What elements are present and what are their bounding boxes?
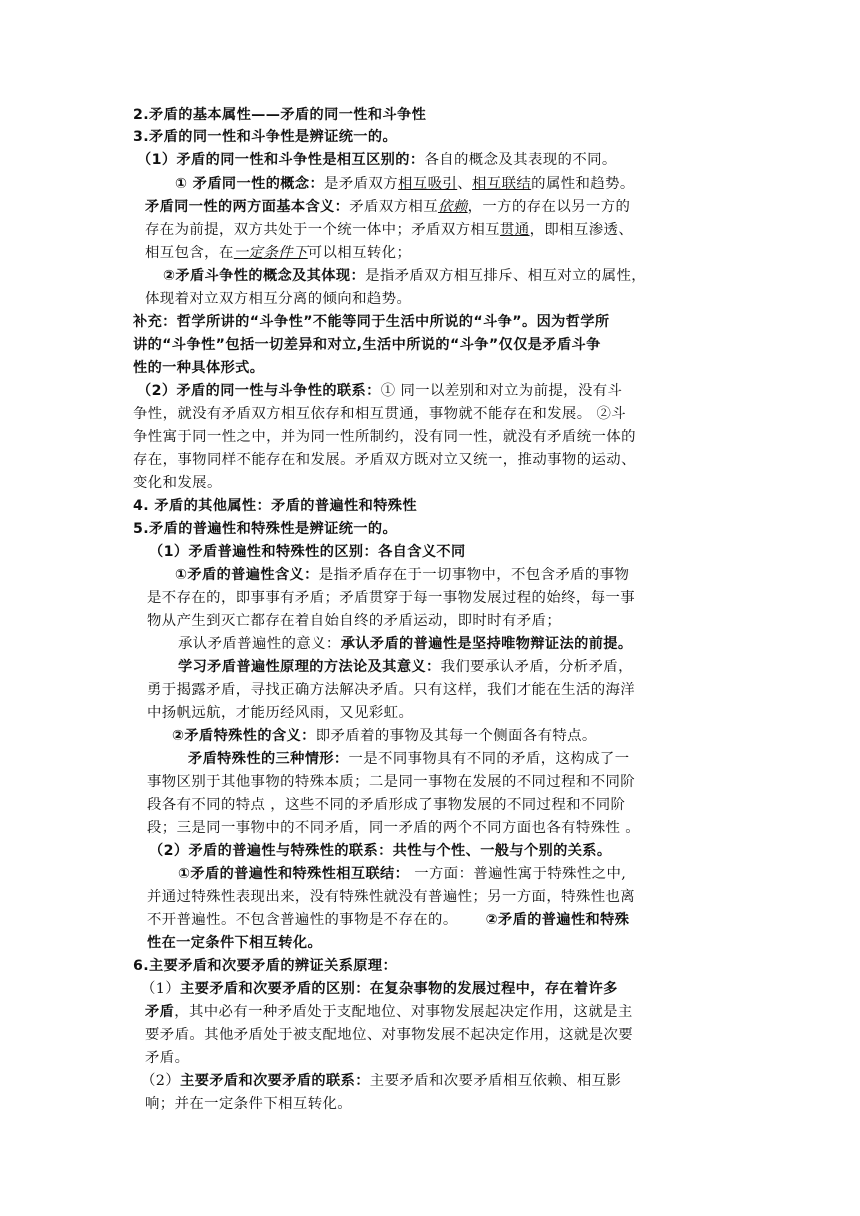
para-5-1d-bold: ②矛盾特殊性的含义：: [172, 728, 316, 744]
para-1b3-u1: 一定条件下: [233, 245, 308, 261]
para-1a-sep: 、: [457, 176, 472, 192]
para-1b-t1: 矛盾双方相互: [349, 199, 438, 215]
para-1b3-t2: 可以相互转化；: [307, 245, 412, 261]
para-5-1a-bold: ①矛盾的普遍性含义：: [175, 567, 319, 583]
para-5-1c-bold: 学习矛盾普遍性原理的方法论及其意义：: [178, 659, 441, 675]
para-1b-u1: 依赖: [437, 199, 468, 215]
supplement-line-2: 讲的“斗争性”包括一切差异和对立,生活中所说的“斗争”仅仅是矛盾斗争: [133, 337, 601, 353]
para-1a-t2: 的属性和趋势。: [531, 176, 635, 192]
heading-2: 2.矛盾的基本属性——矛盾的同一性和斗争性: [133, 107, 427, 123]
para-6-1-t1: （1）: [141, 981, 181, 997]
para-1c-line2: 体现着对立双方相互分离的倾向和趋势。: [145, 291, 412, 307]
para-6-1-line2-bold: 矛盾: [145, 1004, 175, 1020]
para-5-1e-bold: 矛盾特殊性的三种情形：: [188, 751, 349, 767]
para-5-1a-line3: 物从产生到灭亡都存在着自始自终的矛盾运动，即时时有矛盾；: [147, 613, 562, 629]
para-1b-line2: [145, 219, 633, 241]
para-1a-u2: 相互联结: [471, 176, 532, 192]
para-6-2-line2: 响；并在一定条件下相互转化。: [145, 1096, 353, 1112]
para-5-2a-line3-t1: 不开普遍性。不包含普遍性的事物是不存在的。: [147, 912, 458, 928]
para-5-2a: [178, 863, 626, 885]
para-5-1c: [178, 656, 633, 678]
para-5-1e: [188, 748, 630, 770]
supplement-line-3: 性的一种具体形式。: [133, 360, 265, 376]
para-5-2a-line3: [147, 909, 629, 931]
para-1a: [175, 173, 635, 195]
para-1-bold: （1）矛盾的同一性和斗争性是相互区别的：: [137, 152, 425, 168]
para-5-1b-t1: 承认矛盾普遍性的意义：: [178, 636, 341, 652]
para-5-1a-rest: 是指矛盾存在于一切事物中，不包含矛盾的事物: [318, 567, 630, 583]
para-5-1d: [172, 725, 597, 747]
para-5-1c-line2: 勇于揭露矛盾，寻找正确方法解决矛盾。只有这样，我们才能在生活的海洋: [147, 682, 636, 698]
para-1b2-u1: 贯通: [499, 222, 530, 238]
para-5-2a-rest: 一方面：普遍性寓于特殊性之中,: [409, 866, 627, 882]
para-1c-bold: ②矛盾斗争性的概念及其体现：: [163, 268, 366, 284]
para-5-2a-bold: ①矛盾的普遍性和特殊性相互联结：: [178, 866, 410, 882]
para-1: [137, 149, 617, 171]
para-5-1a-line2: 是不存在的，即事事有矛盾；矛盾贯穿于每一事物发展过程的始终，每一事: [147, 590, 636, 606]
para-2: [137, 380, 622, 402]
para-2-bold: （2）矛盾的同一性与斗争性的联系：: [137, 383, 381, 399]
para-6-1-line4: 矛盾。: [145, 1050, 190, 1066]
para-1b3-t1: 相互包含，在: [145, 245, 234, 261]
para-1a-t1: 是矛盾双方: [324, 176, 399, 192]
para-6-2-t1: （2）: [141, 1073, 181, 1089]
para-5-1e-line3: 段各有不同的特点 ，这些不同的矛盾形成了事物发展的不同过程和不同阶: [147, 797, 626, 813]
para-5-1d-rest: 即矛盾着的事物及其每一个侧面各有特点。: [315, 728, 597, 744]
para-2-rest: ① 同一以差别和对立为前提，没有斗: [380, 383, 623, 399]
para-1c: [163, 265, 646, 287]
para-1b-bold: 矛盾同一性的两方面基本含义：: [145, 199, 350, 215]
para-1b2-t2: ，即相互渗透、: [529, 222, 634, 238]
para-5-1c-rest: 我们要承认矛盾，分析矛盾，: [440, 659, 633, 675]
para-5-2a-line2: 并通过特殊性表现出来，没有特殊性就没有普遍性；另一方面，特殊性也离: [147, 889, 636, 905]
heading-4: 4. 矛盾的其他属性：矛盾的普遍性和特殊性: [133, 498, 417, 514]
para-6-2: [141, 1070, 621, 1092]
para-6-2-rest: 主要矛盾和次要矛盾相互依赖、相互影: [369, 1073, 622, 1089]
para-5-2a-line4: 性在一定条件下相互转化。: [147, 935, 323, 951]
para-6-2-bold: 主要矛盾和次要矛盾的联系：: [180, 1073, 370, 1089]
para-5-1b: [178, 633, 632, 655]
para-5-2a-line3-bold: ②矛盾的普遍性和特殊: [485, 912, 630, 928]
para-2-line5: 变化和发展。: [133, 475, 222, 491]
supplement-line-1: 补充：哲学所讲的“斗争性”不能等同于生活中所说的“斗争”。因为哲学所: [133, 314, 610, 330]
para-1b2-t1: 存在为前提，双方共处于一个统一体中；矛盾双方相互: [145, 222, 500, 238]
para-1b-t2: ，一方的存在以另一方的: [467, 199, 631, 215]
para-6-1-line3: 要矛盾。其他矛盾处于被支配地位、对事物发展不起决定作用，这就是次要: [145, 1027, 634, 1043]
para-5-1: （1）矛盾普遍性和特殊性的区别：各自含义不同: [149, 544, 466, 560]
para-1-rest: 各自的概念及其表现的不同。: [424, 152, 617, 168]
para-6-1-line2: [145, 1001, 633, 1023]
para-2-line3: 争性寓于同一性之中，并为同一性所制约，没有同一性，就没有矛盾统一体的: [133, 429, 636, 445]
heading-3: 3.矛盾的同一性和斗争性是辨证统一的。: [133, 129, 398, 145]
para-6-1-bold: 主要矛盾和次要矛盾的区别：在复杂事物的发展过程中，存在着许多: [180, 981, 618, 997]
para-1b-line3: [145, 242, 411, 264]
para-1b: [145, 196, 630, 218]
para-5-1e-line2: 事物区别于其他事物的特殊本质；二是同一事物在发展的不同过程和不同阶: [147, 774, 636, 790]
para-6-1: [141, 978, 618, 1000]
para-1c-rest: 是指矛盾双方相互排斥、相互对立的属性，: [365, 268, 647, 284]
para-1a-bold: ① 矛盾同一性的概念：: [175, 176, 325, 192]
para-5-1b-bold: 承认矛盾的普遍性是坚持唯物辩证法的前提。: [340, 636, 633, 652]
para-5-1e-line4: 段；三是同一事物中的不同矛盾，同一矛盾的两个不同方面也各有特殊性 。: [147, 820, 641, 836]
para-5-2: （2）矛盾的普遍性与特殊性的联系：共性与个性、一般与个别的关系。: [149, 843, 612, 859]
para-1a-u1: 相互吸引: [398, 176, 458, 192]
para-5-1a: [175, 564, 629, 586]
para-5-1c-line3: 中扬帆远航，才能历经风雨，又见彩虹。: [147, 705, 414, 721]
heading-5: 5.矛盾的普遍性和特殊性是辨证统一的。: [133, 521, 398, 537]
para-2-line2: 争性，就没有矛盾双方相互依存和相互贯通，事物就不能存在和发展。 ②斗: [133, 406, 627, 422]
para-6-1-line2-rest: ，其中必有一种矛盾处于支配地位、对事物发展起决定作用，这就是主: [174, 1004, 633, 1020]
para-2-line4: 存在，事物同样不能存在和发展。矛盾双方既对立又统一，推动事物的运动、: [133, 452, 636, 468]
heading-6: 6.主要矛盾和次要矛盾的辨证关系原理：: [133, 958, 398, 974]
para-5-1e-rest: 一是不同事物具有不同的矛盾，这构成了一: [348, 751, 630, 767]
